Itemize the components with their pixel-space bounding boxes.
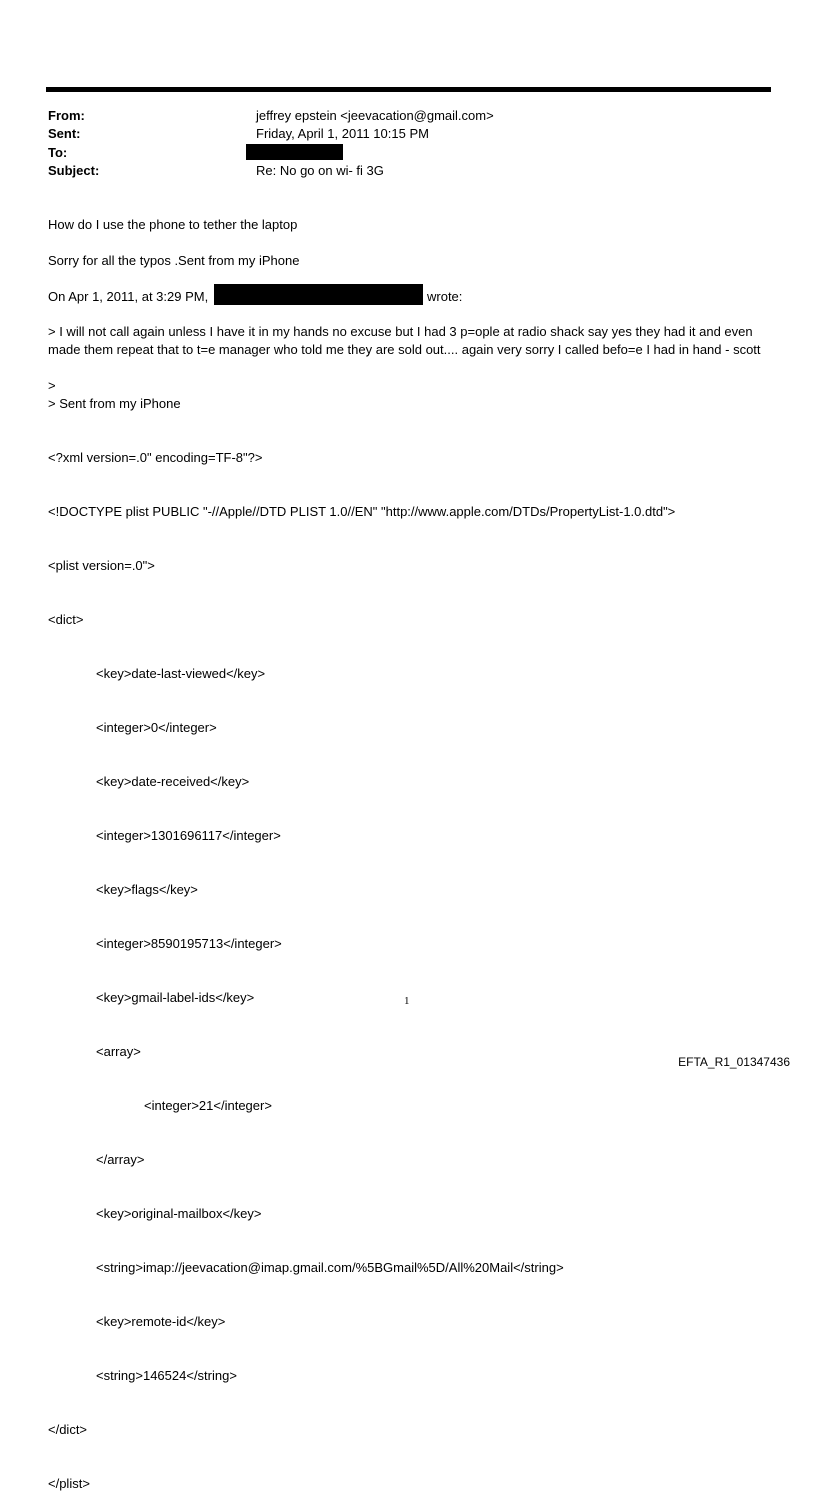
sent-value: Friday, April 1, 2011 10:15 PM [256,126,429,141]
plist-line: <key>flags</key> [96,882,198,897]
plist-line: <key>date-last-viewed</key> [96,666,266,681]
plist-line: <key>gmail-label-ids</key> [96,990,255,1005]
quote-gt: > [48,378,56,393]
plist-line: <!DOCTYPE plist PUBLIC "-//Apple//DTD PLIST 1.0//EN" "http://www.apple.com/DTDs/PropertyList-1.0.dtd"> [48,504,676,519]
plist-line: <key>original-mailbox</key> [96,1206,262,1221]
from-label: From: [48,108,85,123]
plist-line: <integer>1301696117</integer> [96,828,281,843]
plist-line: </dict> [48,1422,88,1437]
quote-sent: > Sent from my iPhone [48,396,181,411]
subject-label: Subject: [48,163,100,178]
body-line-2: Sorry for all the typos .Sent from my iPhone [48,253,300,268]
bates-number: EFTA_R1_01347436 [678,1055,790,1069]
plist-line: <integer>21</integer> [144,1098,272,1113]
sender-redaction [214,284,423,305]
plist-line: <integer>8590195713</integer> [96,936,282,951]
header-rule [46,87,771,92]
plist-line: <plist version=.0"> [48,558,155,573]
to-redaction [246,144,343,160]
from-value: jeffrey epstein <jeevacation@gmail.com> [256,108,494,123]
plist-line: <array> [96,1044,141,1059]
plist-line: <key>date-received</key> [96,774,250,789]
quoted-message: > I will not call again unless I have it in my hands no excuse but I had 3 p=ople at radio shack say yes they had it and even made them repeat that to t=e manager who told me they are sold out.... again very sorry I called befo=e I had in hand - scott [48,324,761,357]
plist-line: <integer>0</integer> [96,720,217,735]
plist-line: <dict> [48,612,84,627]
quote-intro-suffix: wrote: [427,289,463,304]
plist-line: </array> [96,1152,145,1167]
quote-intro-prefix: On Apr 1, 2011, at 3:29 PM, [48,289,209,304]
subject-value: Re: No go on wi- fi 3G [256,163,384,178]
plist-line: </plist> [48,1476,90,1491]
plist-line: <?xml version=.0" encoding=TF-8"?> [48,450,263,465]
sent-label: Sent: [48,126,81,141]
body-line-1: How do I use the phone to tether the laptop [48,217,298,232]
plist-line: <string>imap://jeevacation@imap.gmail.com/%5BGmail%5D/All%20Mail</string> [96,1260,564,1275]
page-number: 1 [404,995,410,1007]
plist-block [48,413,675,1511]
to-label: To: [48,145,68,160]
plist-line: <key>remote-id</key> [96,1314,226,1329]
plist-line: <string>146524</string> [96,1368,237,1383]
